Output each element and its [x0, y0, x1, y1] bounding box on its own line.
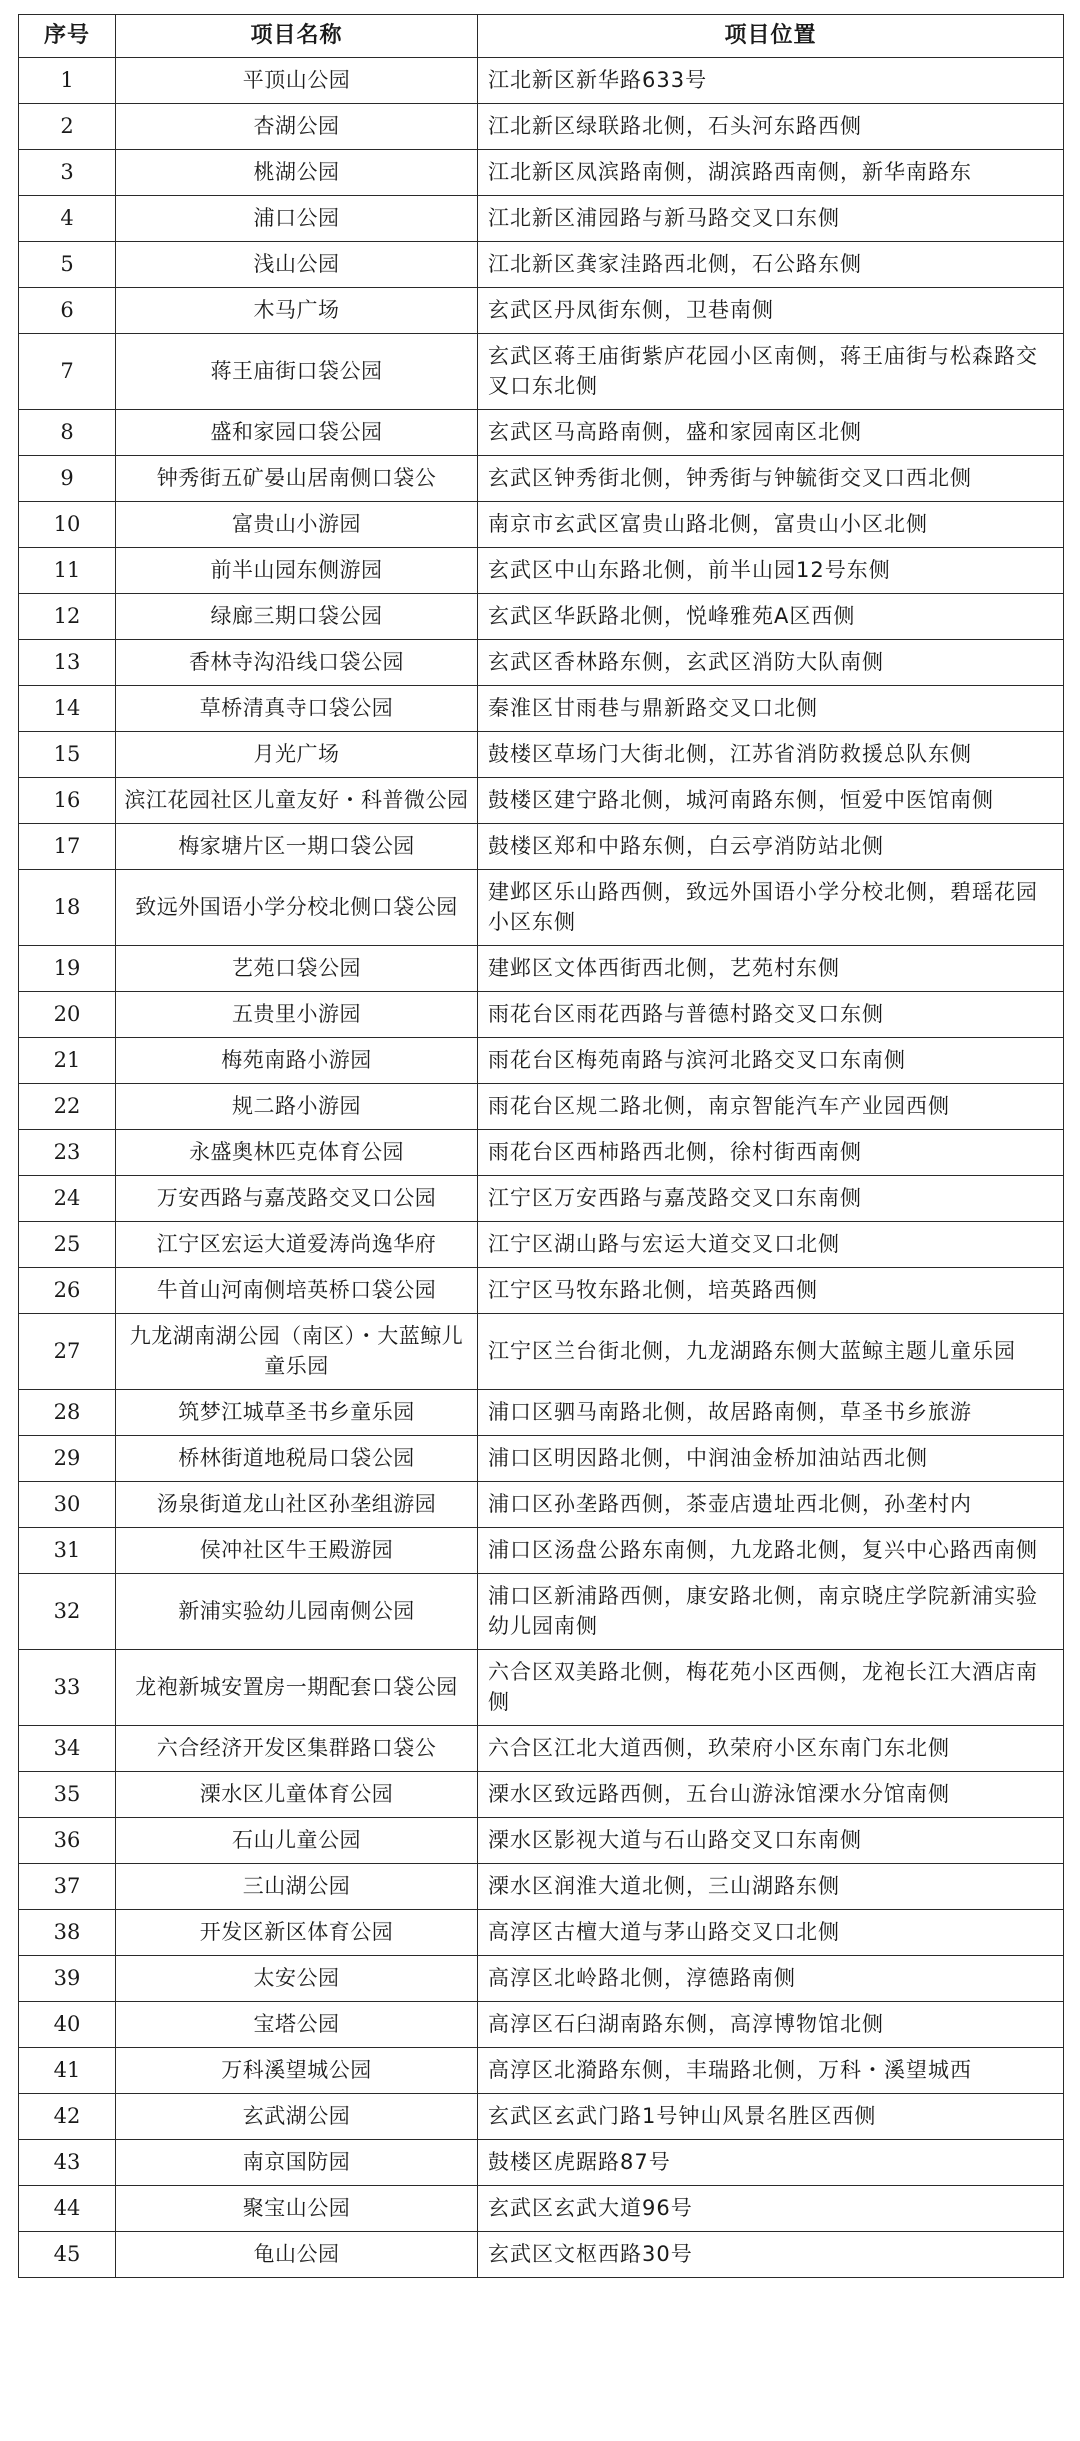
table-row	[19, 196, 1064, 242]
table-row	[19, 104, 1064, 150]
table-body	[19, 58, 1064, 2278]
project-name: 月光广场	[116, 732, 478, 778]
table-row	[19, 1956, 1064, 2002]
project-name: 开发区新区体育公园	[116, 1910, 478, 1956]
project-name: 香林寺沟沿线口袋公园	[116, 640, 478, 686]
project-name: 龟山公园	[116, 2232, 478, 2278]
project-location: 江北新区新华路633号	[478, 58, 1064, 104]
project-name: 三山湖公园	[116, 1864, 478, 1910]
project-name: 浦口公园	[116, 196, 478, 242]
project-location: 高淳区石臼湖南路东侧，高淳博物馆北侧	[478, 2002, 1064, 2048]
project-name: 太安公园	[116, 1956, 478, 2002]
project-location: 浦口区汤盘公路东南侧，九龙路北侧，复兴中心路西南侧	[478, 1528, 1064, 1574]
project-location: 鼓楼区建宁路北侧，城河南路东侧，恒爱中医馆南侧	[478, 778, 1064, 824]
project-name: 万安西路与嘉茂路交叉口公园	[116, 1176, 478, 1222]
project-location: 玄武区玄武门路1号钟山风景名胜区西侧	[478, 2094, 1064, 2140]
row-index: 20	[19, 992, 116, 1038]
table-row	[19, 732, 1064, 778]
table-row	[19, 1574, 1064, 1650]
project-location: 玄武区香林路东侧，玄武区消防大队南侧	[478, 640, 1064, 686]
project-name: 桥林街道地税局口袋公园	[116, 1436, 478, 1482]
project-name: 桃湖公园	[116, 150, 478, 196]
row-index: 28	[19, 1390, 116, 1436]
table-row	[19, 594, 1064, 640]
row-index: 19	[19, 946, 116, 992]
project-location: 江北新区龚家洼路西北侧，石公路东侧	[478, 242, 1064, 288]
project-name: 万科溪望城公园	[116, 2048, 478, 2094]
project-name: 蒋王庙街口袋公园	[116, 334, 478, 410]
row-index: 45	[19, 2232, 116, 2278]
table-row	[19, 824, 1064, 870]
table-row	[19, 288, 1064, 334]
header-project-location: 项目位置	[478, 15, 1064, 58]
project-location: 玄武区钟秀街北侧，钟秀街与钟毓街交叉口西北侧	[478, 456, 1064, 502]
row-index: 15	[19, 732, 116, 778]
project-location: 浦口区明因路北侧，中润油金桥加油站西北侧	[478, 1436, 1064, 1482]
table-row	[19, 992, 1064, 1038]
table-row	[19, 1436, 1064, 1482]
row-index: 17	[19, 824, 116, 870]
project-name: 汤泉街道龙山社区孙垄组游园	[116, 1482, 478, 1528]
project-location: 玄武区华跃路北侧，悦峰雅苑A区西侧	[478, 594, 1064, 640]
project-location: 江北新区浦园路与新马路交叉口东侧	[478, 196, 1064, 242]
table-row	[19, 640, 1064, 686]
row-index: 3	[19, 150, 116, 196]
project-name: 石山儿童公园	[116, 1818, 478, 1864]
project-location: 玄武区丹凤街东侧，卫巷南侧	[478, 288, 1064, 334]
project-name: 规二路小游园	[116, 1084, 478, 1130]
table-row	[19, 1910, 1064, 1956]
project-name: 龙袍新城安置房一期配套口袋公园	[116, 1650, 478, 1726]
table-row	[19, 456, 1064, 502]
row-index: 9	[19, 456, 116, 502]
row-index: 41	[19, 2048, 116, 2094]
table-row	[19, 410, 1064, 456]
project-name: 梅家塘片区一期口袋公园	[116, 824, 478, 870]
project-name: 玄武湖公园	[116, 2094, 478, 2140]
project-name: 永盛奥林匹克体育公园	[116, 1130, 478, 1176]
header-index: 序号	[19, 15, 116, 58]
row-index: 21	[19, 1038, 116, 1084]
project-location: 南京市玄武区富贵山路北侧，富贵山小区北侧	[478, 502, 1064, 548]
project-location: 雨花台区西柿路西北侧，徐村街西南侧	[478, 1130, 1064, 1176]
project-location: 高淳区北岭路北侧，淳德路南侧	[478, 1956, 1064, 2002]
row-index: 23	[19, 1130, 116, 1176]
row-index: 35	[19, 1772, 116, 1818]
table-row	[19, 502, 1064, 548]
table-row	[19, 2186, 1064, 2232]
table-row	[19, 150, 1064, 196]
project-location: 高淳区古檀大道与茅山路交叉口北侧	[478, 1910, 1064, 1956]
table-row	[19, 2048, 1064, 2094]
project-name: 绿廊三期口袋公园	[116, 594, 478, 640]
table-row	[19, 1390, 1064, 1436]
row-index: 38	[19, 1910, 116, 1956]
table-row	[19, 2140, 1064, 2186]
row-index: 33	[19, 1650, 116, 1726]
table-row	[19, 1772, 1064, 1818]
project-name: 新浦实验幼儿园南侧公园	[116, 1574, 478, 1650]
project-name: 宝塔公园	[116, 2002, 478, 2048]
project-name: 木马广场	[116, 288, 478, 334]
project-name: 五贵里小游园	[116, 992, 478, 1038]
project-name: 盛和家园口袋公园	[116, 410, 478, 456]
table-row	[19, 1222, 1064, 1268]
project-name: 牛首山河南侧培英桥口袋公园	[116, 1268, 478, 1314]
table-row	[19, 1084, 1064, 1130]
project-location: 玄武区中山东路北侧，前半山园12号东侧	[478, 548, 1064, 594]
project-location: 江宁区湖山路与宏运大道交叉口北侧	[478, 1222, 1064, 1268]
project-location: 江北新区绿联路北侧，石头河东路西侧	[478, 104, 1064, 150]
project-location: 浦口区驷马南路北侧，故居路南侧，草圣书乡旅游	[478, 1390, 1064, 1436]
row-index: 2	[19, 104, 116, 150]
project-location: 六合区双美路北侧，梅花苑小区西侧，龙袍长江大酒店南侧	[478, 1650, 1064, 1726]
project-location: 鼓楼区郑和中路东侧，白云亭消防站北侧	[478, 824, 1064, 870]
project-location: 雨花台区雨花西路与普德村路交叉口东侧	[478, 992, 1064, 1038]
row-index: 26	[19, 1268, 116, 1314]
project-location: 六合区江北大道西侧，玖荣府小区东南门东北侧	[478, 1726, 1064, 1772]
project-location: 浦口区孙垄路西侧，茶壶店遗址西北侧，孙垄村内	[478, 1482, 1064, 1528]
project-location: 建邺区乐山路西侧，致远外国语小学分校北侧，碧瑶花园小区东侧	[478, 870, 1064, 946]
project-name: 草桥清真寺口袋公园	[116, 686, 478, 732]
project-name: 南京国防园	[116, 2140, 478, 2186]
row-index: 31	[19, 1528, 116, 1574]
table-row	[19, 686, 1064, 732]
row-index: 7	[19, 334, 116, 410]
table-row	[19, 1864, 1064, 1910]
project-location: 江宁区兰台街北侧，九龙湖路东侧大蓝鲸主题儿童乐园	[478, 1314, 1064, 1390]
table-row	[19, 946, 1064, 992]
project-location: 玄武区文枢西路30号	[478, 2232, 1064, 2278]
row-index: 13	[19, 640, 116, 686]
table-row	[19, 1818, 1064, 1864]
row-index: 5	[19, 242, 116, 288]
table-row	[19, 334, 1064, 410]
project-name: 侯冲社区牛王殿游园	[116, 1528, 478, 1574]
row-index: 6	[19, 288, 116, 334]
project-location: 雨花台区梅苑南路与滨河北路交叉口东南侧	[478, 1038, 1064, 1084]
table-row	[19, 548, 1064, 594]
project-name: 浅山公园	[116, 242, 478, 288]
row-index: 27	[19, 1314, 116, 1390]
project-name: 前半山园东侧游园	[116, 548, 478, 594]
header-project-name: 项目名称	[116, 15, 478, 58]
row-index: 24	[19, 1176, 116, 1222]
row-index: 25	[19, 1222, 116, 1268]
table-row	[19, 242, 1064, 288]
table-row	[19, 1268, 1064, 1314]
project-location: 浦口区新浦路西侧，康安路北侧，南京晓庄学院新浦实验幼儿园南侧	[478, 1574, 1064, 1650]
row-index: 40	[19, 2002, 116, 2048]
table-row	[19, 2094, 1064, 2140]
table-row	[19, 1314, 1064, 1390]
row-index: 16	[19, 778, 116, 824]
row-index: 39	[19, 1956, 116, 2002]
row-index: 10	[19, 502, 116, 548]
project-name: 聚宝山公园	[116, 2186, 478, 2232]
project-name: 筑梦江城草圣书乡童乐园	[116, 1390, 478, 1436]
project-location: 玄武区马高路南侧，盛和家园南区北侧	[478, 410, 1064, 456]
project-location: 玄武区玄武大道96号	[478, 2186, 1064, 2232]
row-index: 18	[19, 870, 116, 946]
project-location: 雨花台区规二路北侧，南京智能汽车产业园西侧	[478, 1084, 1064, 1130]
project-location: 鼓楼区虎踞路87号	[478, 2140, 1064, 2186]
project-location: 鼓楼区草场门大街北侧，江苏省消防救援总队东侧	[478, 732, 1064, 778]
row-index: 32	[19, 1574, 116, 1650]
row-index: 43	[19, 2140, 116, 2186]
row-index: 12	[19, 594, 116, 640]
table-row	[19, 778, 1064, 824]
project-name: 富贵山小游园	[116, 502, 478, 548]
table-row	[19, 1726, 1064, 1772]
project-location: 高淳区北漪路东侧，丰瑞路北侧，万科・溪望城西	[478, 2048, 1064, 2094]
row-index: 36	[19, 1818, 116, 1864]
project-location: 建邺区文体西街西北侧，艺苑村东侧	[478, 946, 1064, 992]
project-location: 溧水区润淮大道北侧，三山湖路东侧	[478, 1864, 1064, 1910]
project-location: 玄武区蒋王庙街紫庐花园小区南侧，蒋王庙街与松森路交叉口东北侧	[478, 334, 1064, 410]
project-name: 梅苑南路小游园	[116, 1038, 478, 1084]
project-name: 九龙湖南湖公园（南区）・大蓝鲸儿童乐园	[116, 1314, 478, 1390]
park-project-table	[18, 14, 1064, 2278]
row-index: 14	[19, 686, 116, 732]
project-name: 溧水区儿童体育公园	[116, 1772, 478, 1818]
row-index: 4	[19, 196, 116, 242]
project-location: 秦淮区甘雨巷与鼎新路交叉口北侧	[478, 686, 1064, 732]
row-index: 42	[19, 2094, 116, 2140]
project-name: 致远外国语小学分校北侧口袋公园	[116, 870, 478, 946]
project-name: 江宁区宏运大道爱涛尚逸华府	[116, 1222, 478, 1268]
project-name: 钟秀街五矿晏山居南侧口袋公	[116, 456, 478, 502]
table-header-row	[19, 15, 1064, 58]
table-row	[19, 1650, 1064, 1726]
table-row	[19, 2232, 1064, 2278]
row-index: 8	[19, 410, 116, 456]
table-row	[19, 2002, 1064, 2048]
table-row	[19, 58, 1064, 104]
project-location: 溧水区影视大道与石山路交叉口东南侧	[478, 1818, 1064, 1864]
row-index: 44	[19, 2186, 116, 2232]
table-row	[19, 870, 1064, 946]
row-index: 29	[19, 1436, 116, 1482]
table-row	[19, 1528, 1064, 1574]
project-name: 平顶山公园	[116, 58, 478, 104]
project-name: 艺苑口袋公园	[116, 946, 478, 992]
document-page	[18, 14, 1063, 2278]
project-name: 杏湖公园	[116, 104, 478, 150]
table-row	[19, 1176, 1064, 1222]
row-index: 11	[19, 548, 116, 594]
project-name: 滨江花园社区儿童友好・科普微公园	[116, 778, 478, 824]
row-index: 37	[19, 1864, 116, 1910]
table-row	[19, 1130, 1064, 1176]
project-name: 六合经济开发区集群路口袋公	[116, 1726, 478, 1772]
row-index: 22	[19, 1084, 116, 1130]
table-row	[19, 1482, 1064, 1528]
project-location: 江宁区万安西路与嘉茂路交叉口东南侧	[478, 1176, 1064, 1222]
project-location: 江北新区凤滨路南侧，湖滨路西南侧，新华南路东	[478, 150, 1064, 196]
row-index: 34	[19, 1726, 116, 1772]
row-index: 30	[19, 1482, 116, 1528]
project-location: 溧水区致远路西侧，五台山游泳馆溧水分馆南侧	[478, 1772, 1064, 1818]
row-index: 1	[19, 58, 116, 104]
table-row	[19, 1038, 1064, 1084]
project-location: 江宁区马牧东路北侧，培英路西侧	[478, 1268, 1064, 1314]
